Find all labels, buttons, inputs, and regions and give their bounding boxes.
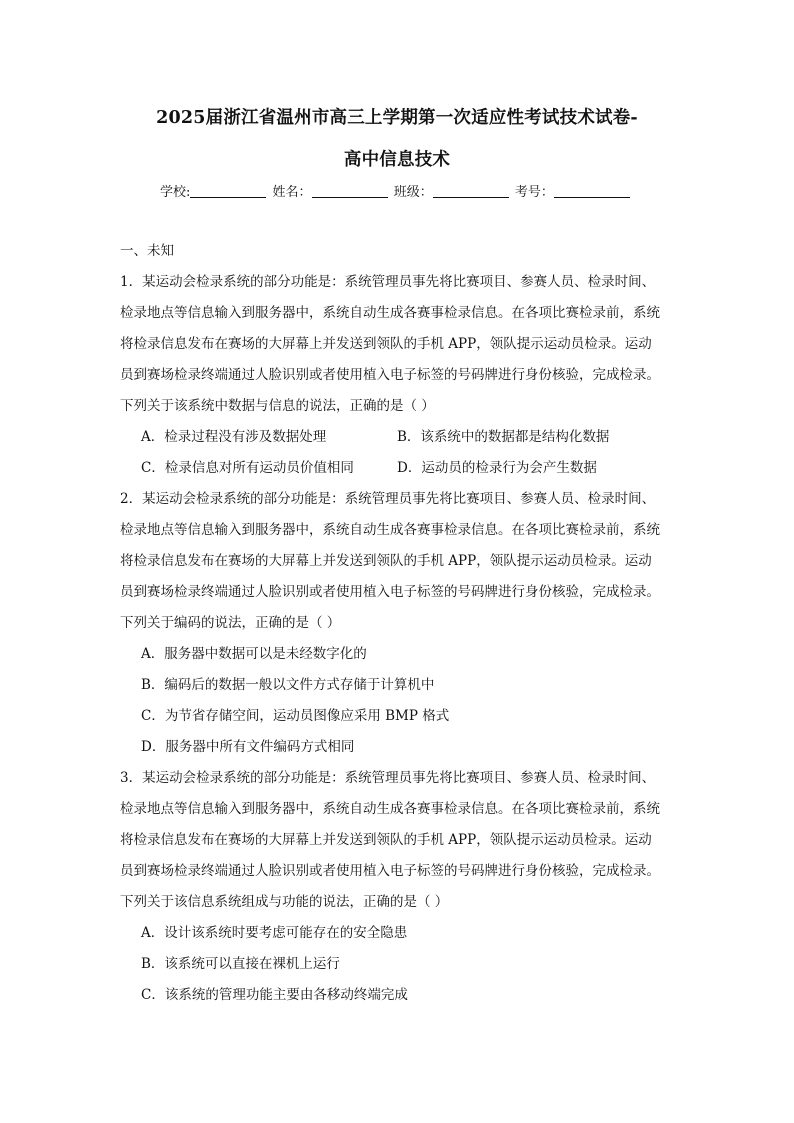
class-label: 班级： [393,185,433,200]
option-b: B．该系统中的数据都是结构化数据 [397,429,610,445]
option-c: C．为节省存储空间，运动员图像应采用 BMP 格式 [141,708,450,724]
page-title: 2025届浙江省温州市高三上学期第一次适应性考试技术试卷- [156,108,638,128]
question-stem-line: 1．某运动会检录系统的部分功能是：系统管理员事先将比赛项目、参赛人员、检录时间、 [120,274,656,290]
option-b: B．该系统可以直接在裸机上运行 [141,956,340,972]
class-blank [433,185,509,198]
student-info-row [160,181,632,200]
school-blank [190,185,266,198]
page-subtitle: 高中信息技术 [343,150,451,170]
question-stem-line: 3．某运动会检录系统的部分功能是：系统管理员事先将比赛项目、参赛人员、检录时间、 [120,770,656,786]
option-d: D．服务器中所有文件编码方式相同 [141,739,355,755]
question-stem-line: 将检录信息发布在赛场的大屏幕上并发送到领队的手机 APP，领队提示运动员检录。运动 [120,832,652,848]
question-stem-line: 下列关于编码的说法，正确的是（ ） [120,615,341,631]
options-row [120,453,685,484]
name-label: 姓名： [272,185,312,200]
section-heading: 一、未知 [120,243,174,259]
option-a: A．服务器中数据可以是未经数字化的 [141,646,367,662]
exam-number-blank [554,185,630,198]
question-stem-line: 员到赛场检录终端通过人脸识别或者使用植入电子标签的号码牌进行身份核验，完成检录。 [120,367,660,383]
question-stem-line: 2．某运动会检录系统的部分功能是：系统管理员事先将比赛项目、参赛人员、检录时间、 [120,491,656,507]
question-stem-line: 将检录信息发布在赛场的大屏幕上并发送到领队的手机 APP，领队提示运动员检录。运动 [120,553,652,569]
school-label: 学校: [160,185,191,200]
question-stem-line: 员到赛场检录终端通过人脸识别或者使用植入电子标签的号码牌进行身份核验，完成检录。 [120,584,660,600]
question-content [120,236,685,1011]
option-c: C．该系统的管理功能主要由各移动终端完成 [141,987,408,1003]
question-stem-line: 检录地点等信息输入到服务器中，系统自动生成各赛事检录信息。在各项比赛检录前，系统 [120,305,660,321]
question-stem-line: 将检录信息发布在赛场的大屏幕上并发送到领队的手机 APP，领队提示运动员检录。运动 [120,336,652,352]
name-blank [312,185,388,198]
question-1 [120,267,685,484]
question-stem-line: 检录地点等信息输入到服务器中，系统自动生成各赛事检录信息。在各项比赛检录前，系统 [120,522,660,538]
question-stem-line: 检录地点等信息输入到服务器中，系统自动生成各赛事检录信息。在各项比赛检录前，系统 [120,801,660,817]
question-stem-line: 下列关于该信息系统组成与功能的说法，正确的是（ ） [120,894,449,910]
exam-number-label: 考号： [514,185,554,200]
option-a: A．检录过程没有涉及数据处理 [141,429,327,445]
option-b: B．编码后的数据一般以文件方式存储于计算机中 [141,677,435,693]
question-3 [120,763,685,1011]
question-2 [120,484,685,763]
question-stem-line: 下列关于该系统中数据与信息的说法，正确的是（ ） [120,398,435,414]
option-c: C．检录信息对所有运动员价值相同 [141,460,354,476]
question-stem-line: 员到赛场检录终端通过人脸识别或者使用植入电子标签的号码牌进行身份核验，完成检录。 [120,863,660,879]
option-d: D．运动员的检录行为会产生数据 [397,460,597,476]
option-a: A．设计该系统时要考虑可能存在的安全隐患 [141,925,408,941]
options-row [120,422,685,453]
